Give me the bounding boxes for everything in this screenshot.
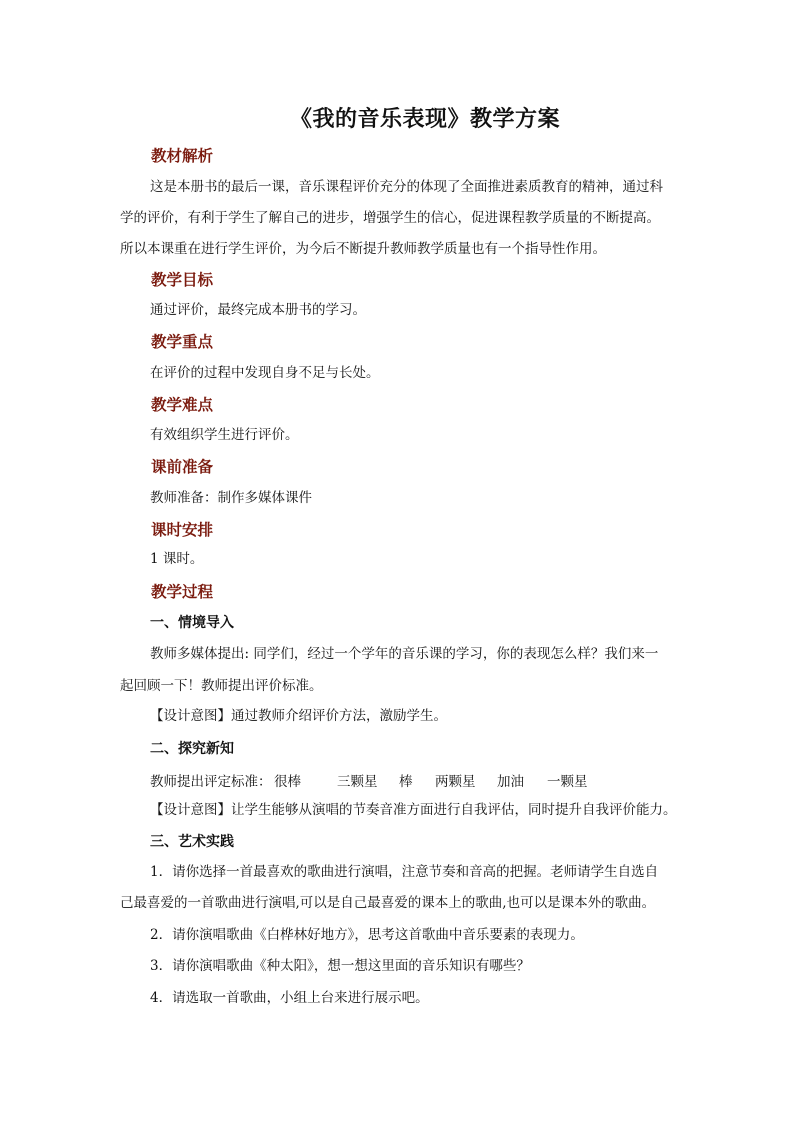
analysis-line-3: 所以本课重在进行学生评价，为今后不断提升教师教学质量也有一个指导性作用。 [120,241,606,257]
goal-text: 通过评价，最终完成本册书的学习。 [150,302,366,318]
part1-line-1: 教师多媒体提出: 同学们，经过一个学年的音乐课的学习，你的表现怎么样？我们来一 [150,646,659,662]
criteria-item: 加油 [497,774,524,790]
criteria-label: 教师提出评定标准： [150,774,272,790]
analysis-line-1: 这是本册书的最后一课，音乐课程评价充分的体现了全面推进素质教育的精神，通过科 [150,179,663,195]
part3-title: 三、艺术实践 [150,834,234,850]
heading-process: 教学过程 [151,582,214,601]
part2-design: 【设计意图】让学生能够从演唱的节奏音准方面进行自我评估，同时提升自我评价能力。 [150,802,677,818]
analysis-line-2: 学的评价，有利于学生了解自己的进步，增强学生的信心，促进课程教学质量的不断提高。 [120,210,660,226]
heading-focus: 教学重点 [151,332,214,351]
heading-goal: 教学目标 [151,270,214,289]
focus-text: 在评价的过程中发现自身不足与长处。 [150,365,380,381]
part3-item-1-cont: 己最喜爱的一首歌曲进行演唱,可以是自己最喜爱的课本上的歌曲,也可以是课本外的歌曲。 [120,895,656,911]
part1-design: 【设计意图】通过教师介绍评价方法，激励学生。 [150,708,447,724]
heading-difficulty: 教学难点 [151,395,214,414]
difficulty-text: 有效组织学生进行评价。 [150,427,299,443]
schedule-text: 1 课时。 [150,551,204,567]
heading-analysis: 教材解析 [151,146,214,165]
part2-title: 二、探究新知 [150,741,234,757]
criteria-item: 两颗星 [435,774,476,790]
part3-item-2: 2．请你演唱歌曲《白桦林好地方》，思考这首歌曲中音乐要素的表现力。 [150,927,584,943]
criteria-item: 棒 [399,774,413,790]
criteria-item: 一颗星 [547,774,588,790]
criteria-item: 很棒 [274,774,301,790]
prep-text: 教师准备：制作多媒体课件 [150,490,312,506]
criteria-item: 三颗星 [337,774,378,790]
heading-prep: 课前准备 [151,457,214,476]
heading-schedule: 课时安排 [151,520,214,539]
part3-item-1: 1．请你选择一首最喜欢的歌曲进行演唱，注意节奏和音高的把握。老师请学生自选自 [150,864,659,880]
part1-title: 一、情境导入 [150,615,234,631]
part3-item-4: 4．请选取一首歌曲，小组上台来进行展示吧。 [150,990,429,1006]
part3-item-3: 3．请你演唱歌曲《种太阳》，想一想这里面的音乐知识有哪些？ [150,958,530,974]
document-title: 《我的音乐表现》教学方案 [289,106,560,132]
part1-line-2: 起回顾一下！教师提出评价标准。 [120,678,323,694]
